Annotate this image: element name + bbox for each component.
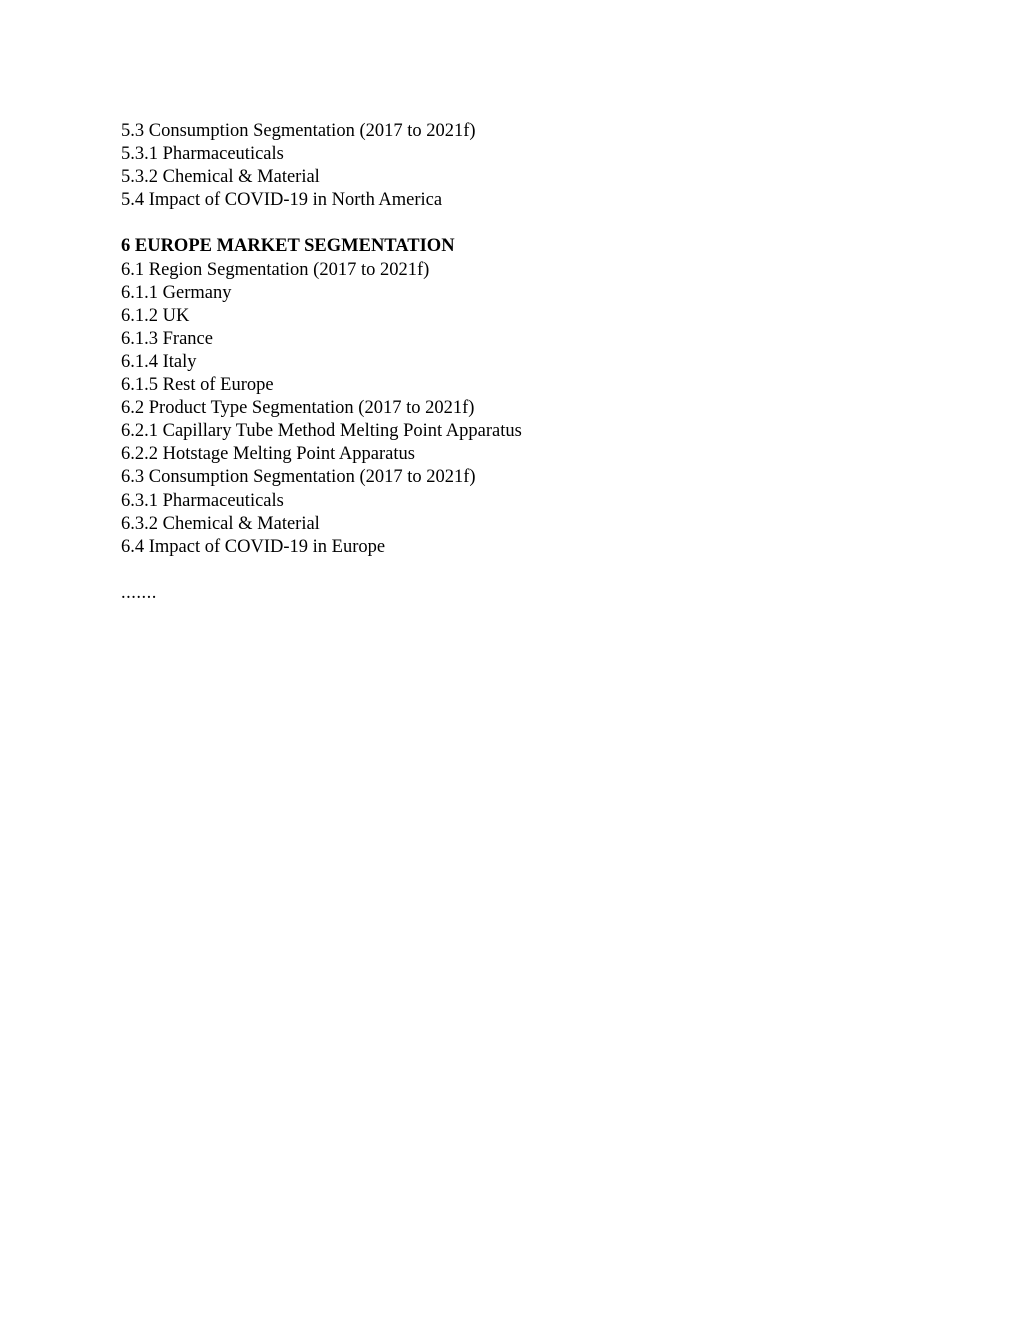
toc-entry: 6.1.4 Italy [121,351,197,372]
toc-entry: 5.4 Impact of COVID-19 in North America [121,190,443,211]
toc-entry: 6.1 Region Segmentation (2017 to 2021f) [121,259,430,280]
toc-entry: 5.3.1 Pharmaceuticals [121,144,284,165]
toc-entry: 6.1.3 France [121,328,213,349]
section-5-tail [121,120,901,212]
toc-entry: 6.2 Product Type Segmentation (2017 to 2021f) [121,398,475,419]
toc-entry: 6.1.2 UK [121,305,190,326]
toc-entry: 5.3 Consumption Segmentation (2017 to 2021f) [121,121,476,141]
toc-entry: 6.1.1 Germany [121,282,232,303]
section-spacer [121,559,901,582]
toc-entry: 6.2.1 Capillary Tube Method Melting Point Apparatus [121,421,522,442]
toc-entry: 6.3 Consumption Segmentation (2017 to 2021f) [121,467,476,488]
continuation-ellipsis: ....... [121,582,157,603]
section-6 [121,235,901,558]
toc-entry: 6.3.1 Pharmaceuticals [121,490,284,511]
section-spacer [121,212,901,235]
toc-entry: 6.2.2 Hotstage Melting Point Apparatus [121,444,415,465]
section-heading: 6 EUROPE MARKET SEGMENTATION [121,236,455,257]
document-page [121,120,901,605]
toc-entry: 6.1.5 Rest of Europe [121,375,274,396]
toc-entry: 6.4 Impact of COVID-19 in Europe [121,536,386,557]
toc-entry: 5.3.2 Chemical & Material [121,167,320,188]
toc-entry: 6.3.2 Chemical & Material [121,513,320,534]
